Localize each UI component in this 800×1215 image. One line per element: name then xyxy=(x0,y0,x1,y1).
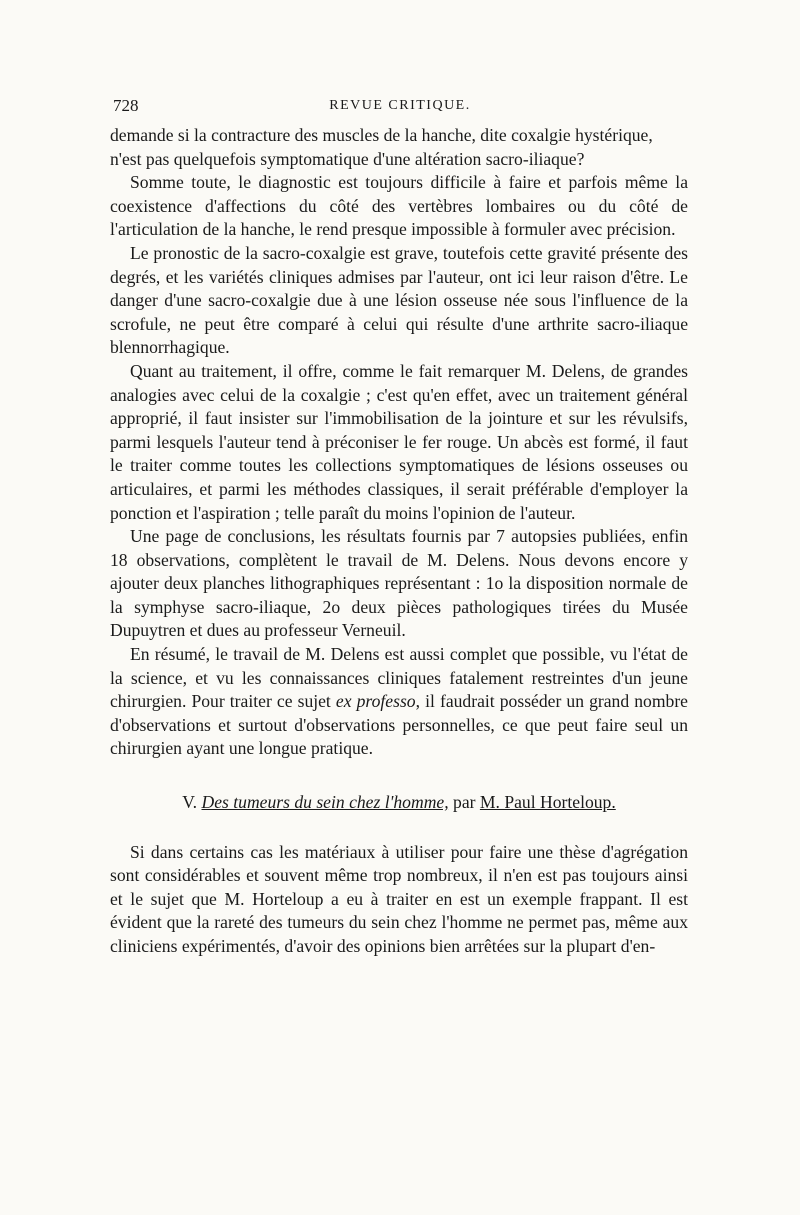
paragraph-tumeurs: Si dans certains cas les matériaux à utiliser pour faire une thèse d'agrégation sont considérables et souvent même trop nombreux, il n'en est pas toujours ainsi et le sujet que M. Horteloup a eu à traiter en est un exemple frappant. Il est évident que la rareté des tumeurs du sein chez l'homme ne permet pas, même aux cliniciens expérimentés, d'avoir des opinions bien arrêtées sur la plupart d'en- xyxy=(110,841,688,956)
paragraph-traitement: Quant au traitement, il offre, comme le fait remarquer M. Delens, de grandes analogies avec celui de la coxalgie ; c'est qu'en effet, avec un traitement général approprié, il faut insister sur l'immobilisation de la jointure et sur les révulsifs, parmi lesquels l'auteur tend à préconiser le fer rouge. Un abcès est formé, il faut le traiter comme toutes les collections symptomatiques de lésions osseuses ou articulaires, et parmi les méthodes classiques, il serait préférable d'employer la ponction et l'aspiration ; telle paraît du moins l'opinion de l'auteur. xyxy=(110,360,688,523)
section-by: par xyxy=(453,792,476,813)
resume-text-start: En résumé, le travail de M. Delens est aussi complet que possible, vu l'état de la science, et vu les connaissances cliniques fatalement restreintes d'un jeune chirurgien. Pour traiter ce sujet xyxy=(110,644,688,712)
paragraph-conclusions: Une page de conclusions, les résultats fournis par 7 autopsies publiées, enfin 18 observations, complètent le travail de M. Delens. Nous devons encore y ajouter deux planches lithographiques représentant : 1o la disposition normale de la symphyse sacro-iliaque, 2o deux pièces pathologiques tirées du Musée Dupuytren et dues au professeur Verneuil. xyxy=(110,526,688,641)
running-title: REVUE CRITIQUE. xyxy=(329,98,471,113)
section-title: Des tumeurs du sein chez l'homme, xyxy=(201,792,449,813)
page-header xyxy=(113,96,687,120)
section-author: M. Paul Horteloup. xyxy=(479,792,616,813)
body-text xyxy=(110,124,688,959)
section-heading xyxy=(110,791,688,815)
section-number: V. xyxy=(182,792,198,813)
resume-italic-phrase: ex professo xyxy=(335,691,416,712)
paragraph-diagnostic: Somme toute, le diagnostic est toujours difficile à faire et parfois même la coexistence d'affections du côté des vertèbres lombaires ou du côté de l'articulation de la hanche, le rend presque impossible à formuler avec précision. xyxy=(110,172,688,240)
paragraph-continuation: demande si la contracture des muscles de la hanche, dite coxalgie hystérique, n'est pas quelquefois symptomatique d'une altération sacro-iliaque? xyxy=(110,125,653,169)
page-number: 728 xyxy=(113,96,139,115)
paragraph-pronostic: Le pronostic de la sacro-coxalgie est grave, toutefois cette gravité présente des degrés, et les variétés cliniques admises par l'auteur, ont ici leur raison d'être. Le danger d'une sacro-coxalgie due à une lésion osseuse née sous l'influence de la scrofule, ne peut être comparé à celui qui résulte d'une arthrite sacro-iliaque blennorrhagique. xyxy=(110,242,688,358)
paragraph-resume xyxy=(110,643,688,761)
resume-text-end: , il faudrait posséder un grand nombre d'observations et surtout d'observations personnelles, ce que peut faire seul un chirurgien ayant une longue pratique. xyxy=(110,691,688,759)
